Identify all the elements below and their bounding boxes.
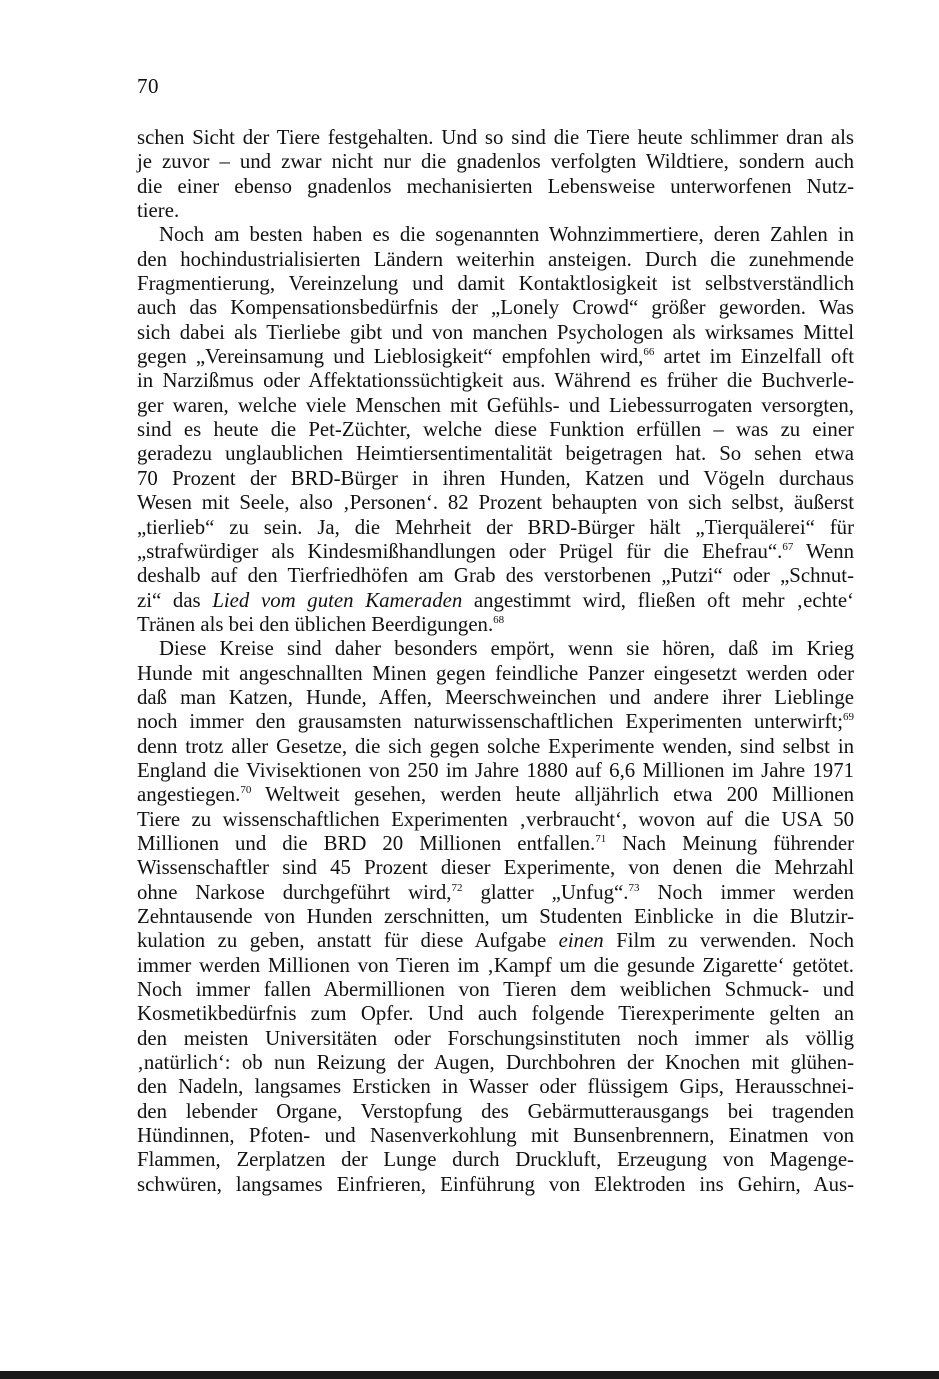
text-segment: glatter „Unfug“. bbox=[462, 880, 629, 904]
text-segment: immer werden Millionen von Tieren im ‚Kampf um die gesunde Zigarette‘ getötet. bbox=[137, 953, 854, 977]
text-line bbox=[137, 1027, 854, 1051]
text-segment: gegen „Vereinsamung und Lieblosigkeit“ empfohlen wird, bbox=[137, 345, 644, 369]
text-segment: angestiegen. bbox=[137, 783, 241, 807]
text-segment: Weltweit gesehen, werden heute alljährlich etwa 200 Millionen bbox=[251, 783, 854, 807]
text-segment: geradezu unglaublichen Heimtiersentimentalität beigetragen hat. So sehen etwa bbox=[137, 442, 854, 466]
text-line bbox=[137, 929, 854, 953]
text-segment: Tiere zu wissenschaftlichen Experimenten ‚verbraucht‘, wovon auf die USA 50 bbox=[137, 807, 854, 831]
text-line bbox=[137, 564, 854, 588]
footnote-marker: 70 bbox=[240, 784, 252, 797]
text-segment: artet im Einzelfall oft bbox=[654, 345, 854, 369]
text-segment: in Narzißmus oder Affektationssüchtigkeit aus. Während es früher die Buchverle- bbox=[137, 369, 854, 393]
page-number: 70 bbox=[137, 74, 159, 98]
text-line bbox=[137, 808, 854, 832]
text-line bbox=[137, 150, 854, 174]
text-segment: ‚natürlich‘: ob nun Reizung der Augen, Durchbohren der Knochen mit glühen- bbox=[137, 1051, 854, 1075]
text-line bbox=[137, 954, 854, 978]
text-line bbox=[137, 369, 854, 393]
text-segment: Millionen und die BRD 20 Millionen entfallen. bbox=[137, 831, 596, 855]
text-line bbox=[137, 1002, 854, 1026]
text-line bbox=[137, 662, 854, 686]
footnote-marker: 71 bbox=[595, 832, 607, 845]
text-segment: je zuvor – und zwar nicht nur die gnadenlos verfolgten Wildtiere, sondern auch bbox=[137, 150, 854, 174]
text-line bbox=[137, 345, 854, 369]
text-line bbox=[137, 223, 854, 247]
text-line bbox=[137, 199, 854, 223]
text-segment: Fragmentierung, Vereinzelung und damit Kontaktlosigkeit ist selbstverständlich bbox=[137, 272, 854, 296]
footnote-marker: 69 bbox=[843, 711, 854, 724]
text-segment: schen Sicht der Tiere festgehalten. Und so sind die Tiere heute schlimmer dran als bbox=[137, 126, 854, 149]
text-line bbox=[137, 759, 854, 783]
text-line bbox=[137, 418, 854, 442]
text-segment: daß man Katzen, Hunde, Affen, Meerschweinchen und andere ihrer Lieblinge bbox=[137, 685, 854, 709]
text-segment: Nach Meinung führender bbox=[606, 831, 854, 855]
text-line bbox=[137, 126, 854, 150]
footnote-marker: 73 bbox=[628, 881, 640, 894]
text-segment: Diese Kreise sind daher besonders empört, wenn sie hören, daß im Krieg bbox=[159, 637, 854, 661]
text-segment: deshalb auf den Tierfriedhöfen am Grab des verstorbenen „Putzi“ oder „Schnut- bbox=[137, 564, 854, 588]
text-segment: auch das Kompensationsbedürfnis der „Lonely Crowd“ größer geworden. Was bbox=[137, 296, 854, 320]
footnote-marker: 72 bbox=[451, 881, 463, 894]
text-line bbox=[137, 856, 854, 880]
text-segment: tiere. bbox=[137, 199, 180, 223]
text-segment: Flammen, Zerplatzen der Lunge durch Druckluft, Erzeugung von Magenge- bbox=[137, 1148, 854, 1172]
text-line bbox=[137, 1051, 854, 1075]
text-segment: den hochindustrialisierten Ländern weiterhin ansteigen. Durch die zunehmende bbox=[137, 247, 854, 271]
text-segment: „strafwürdiger als Kindesmißhandlungen oder Prügel für die Ehefrau“. bbox=[137, 539, 783, 563]
text-line bbox=[137, 832, 854, 856]
text-segment: Wenn bbox=[793, 539, 854, 563]
text-line bbox=[137, 686, 854, 710]
footnote-marker: 68 bbox=[493, 613, 505, 626]
text-segment: Hunde mit angeschnallten Minen gegen feindliche Panzer eingesetzt werden oder bbox=[137, 661, 854, 685]
text-segment: sind es heute die Pet-Züchter, welche diese Funktion erfüllen – was zu einer bbox=[137, 418, 854, 442]
text-line bbox=[137, 881, 854, 905]
text-line bbox=[137, 248, 854, 272]
text-segment: die einer ebenso gnadenlos mechanisierten Lebensweise unterworfenen Nutz- bbox=[137, 174, 854, 198]
text-segment: Noch immer fallen Abermillionen von Tieren dem weiblichen Schmuck- und bbox=[137, 978, 854, 1002]
text-line bbox=[137, 1124, 854, 1148]
text-segment: sich dabei als Tierliebe gibt und von manchen Psychologen als wirksames Mittel bbox=[137, 320, 854, 344]
text-segment: Noch immer werden bbox=[639, 880, 855, 904]
text-segment: Wesen mit Seele, also ‚Personen‘. 82 Prozent behaupten von sich selbst, äußerst bbox=[137, 491, 854, 515]
footnote-marker: 67 bbox=[782, 540, 794, 553]
text-line bbox=[137, 540, 854, 564]
text-segment: Wissenschaftler sind 45 Prozent dieser Experimente, von denen die Mehrzahl bbox=[137, 856, 854, 880]
text-line bbox=[137, 272, 854, 296]
body-text bbox=[137, 126, 854, 1197]
text-line bbox=[137, 637, 854, 661]
scan-bottom-edge bbox=[0, 1371, 939, 1379]
text-line bbox=[137, 978, 854, 1002]
text-segment: den lebender Organe, Verstopfung des Gebärmutterausgangs bei tragenden bbox=[137, 1099, 854, 1123]
text-segment: Film zu verwenden. Noch bbox=[603, 929, 855, 953]
text-line bbox=[137, 175, 854, 199]
text-segment: den Nadeln, langsames Ersticken in Wasser oder flüssigem Gips, Herausschnei- bbox=[137, 1075, 854, 1099]
text-line bbox=[137, 491, 854, 515]
text-line bbox=[137, 442, 854, 466]
text-segment: Noch am besten haben es die sogenannten Wohnzimmertiere, deren Zahlen in bbox=[159, 223, 854, 247]
text-line bbox=[137, 1075, 854, 1099]
text-segment: ohne Narkose durchgeführt wird, bbox=[137, 880, 452, 904]
text-segment: schwüren, langsames Einfrieren, Einführung von Elektroden ins Gehirn, Aus- bbox=[137, 1172, 854, 1196]
text-segment: noch immer den grausamsten naturwissenschaftlichen Experimenten unterwirft; bbox=[137, 710, 843, 734]
italic-text: einen bbox=[558, 929, 604, 953]
text-segment: Tränen als bei den üblichen Beerdigungen. bbox=[137, 612, 494, 636]
text-line bbox=[137, 905, 854, 929]
text-line bbox=[137, 467, 854, 491]
text-line bbox=[137, 1173, 854, 1197]
text-line bbox=[137, 1148, 854, 1172]
footnote-marker: 66 bbox=[643, 346, 655, 359]
text-line bbox=[137, 296, 854, 320]
text-line bbox=[137, 783, 854, 807]
text-line bbox=[137, 394, 854, 418]
text-line bbox=[137, 321, 854, 345]
text-segment: Zehntausende von Hunden zerschnitten, um Studenten Einblicke in die Blutzir- bbox=[137, 905, 854, 928]
text-segment: Hündinnen, Pfoten- und Nasenverkohlung mit Bunsenbrennern, Einatmen von bbox=[137, 1124, 854, 1148]
text-line bbox=[137, 589, 854, 613]
text-line bbox=[137, 613, 854, 637]
text-segment: 70 Prozent der BRD-Bürger in ihren Hunden, Katzen und Vögeln durchaus bbox=[137, 466, 854, 490]
text-segment: „tierlieb“ zu sein. Ja, die Mehrheit der BRD-Bürger hält „Tierquälerei“ für bbox=[137, 515, 854, 539]
text-segment: zi“ das bbox=[137, 588, 213, 612]
text-segment: England die Vivisektionen von 250 im Jahre 1880 auf 6,6 Millionen im Jahre 1971 bbox=[137, 758, 854, 782]
text-segment: kulation zu geben, anstatt für diese Aufgabe bbox=[137, 929, 559, 953]
text-line bbox=[137, 516, 854, 540]
text-line bbox=[137, 710, 854, 734]
text-line bbox=[137, 1100, 854, 1124]
text-segment: Kosmetikbedürfnis zum Opfer. Und auch folgende Tierexperimente gelten an bbox=[137, 1002, 854, 1026]
text-segment: angestimmt wird, fließen oft mehr ‚echte‘ bbox=[462, 588, 854, 612]
text-segment: ger waren, welche viele Menschen mit Gefühls- und Liebessurrogaten versorgten, bbox=[137, 393, 854, 417]
text-line bbox=[137, 735, 854, 759]
italic-text: Lied vom guten Kameraden bbox=[212, 588, 463, 612]
text-segment: den meisten Universitäten oder Forschungsinstituten noch immer als völlig bbox=[137, 1026, 854, 1050]
text-segment: denn trotz aller Gesetze, die sich gegen solche Experimente wenden, sind selbst in bbox=[137, 734, 854, 758]
